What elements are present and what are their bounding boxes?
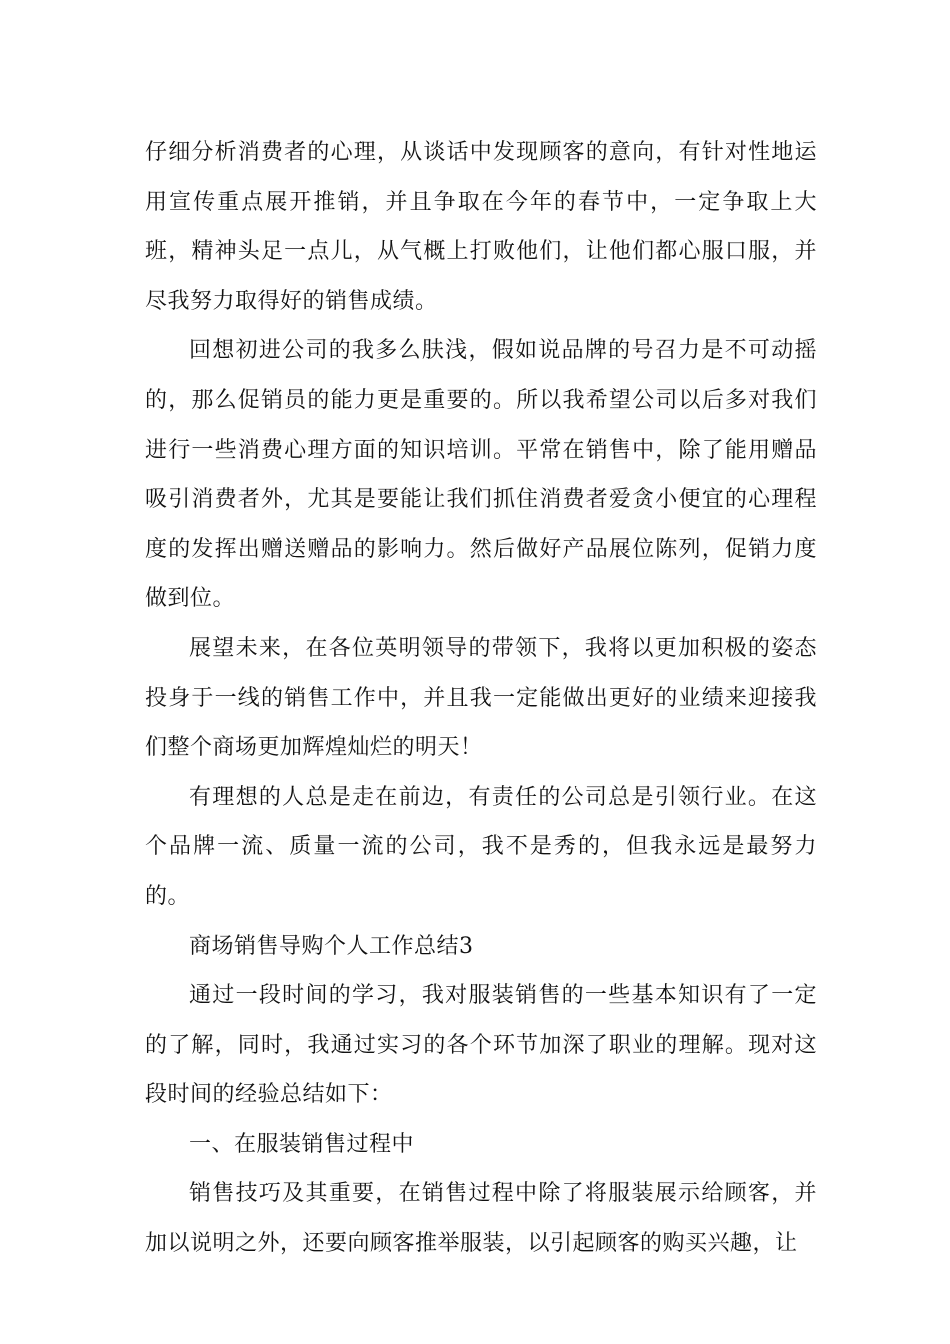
paragraph: 有理想的人总是走在前边，有责任的公司总是引领行业。在这个品牌一流、质量一流的公司，我不是秀的，但我永远是最努力的。 — [145, 784, 817, 909]
document-body — [145, 128, 817, 1269]
paragraph: 通过一段时间的学习，我对服装销售的一些基本知识有了一定的了解，同时，我通过实习的各个环节加深了职业的理解。现对这段时间的经验总结如下： — [145, 983, 817, 1108]
paragraph-continued: 仔细分析消费者的心理，从谈话中发现顾客的意向，有针对性地运用宣传重点展开推销，并且争取在今年的春节中，一定争取上大班，精神头足一点儿，从气概上打败他们，让他们都心服口服，并尽我努力取得好的销售成绩。 — [145, 140, 817, 314]
paragraph: 展望未来，在各位英明领导的带领下，我将以更加积极的姿态投身于一线的销售工作中，并且我一定能做出更好的业绩来迎接我们整个商场更加辉煌灿烂的明天！ — [145, 635, 817, 761]
paragraph: 销售技巧及其重要，在销售过程中除了将服装展示给顾客，并加以说明之外，还要向顾客推举服装，以引起顾客的购买兴趣，让 — [145, 1181, 817, 1257]
section-title: 商场销售导购个人工作总结3 — [189, 933, 474, 959]
subsection-heading: 一、在服装销售过程中 — [189, 1131, 415, 1157]
paragraph: 回想初进公司的我多么肤浅，假如说品牌的号召力是不可动摇的，那么促销员的能力更是重要的。所以我希望公司以后多对我们进行一些消费心理方面的知识培训。平常在销售中，除了能用赠品吸引消费者外，尤其是要能让我们抓住消费者爱贪小便宜的心理程度的发挥出赠送赠品的影响力。然后做好产品展位陈列，促销力度做到位。 — [145, 338, 817, 612]
